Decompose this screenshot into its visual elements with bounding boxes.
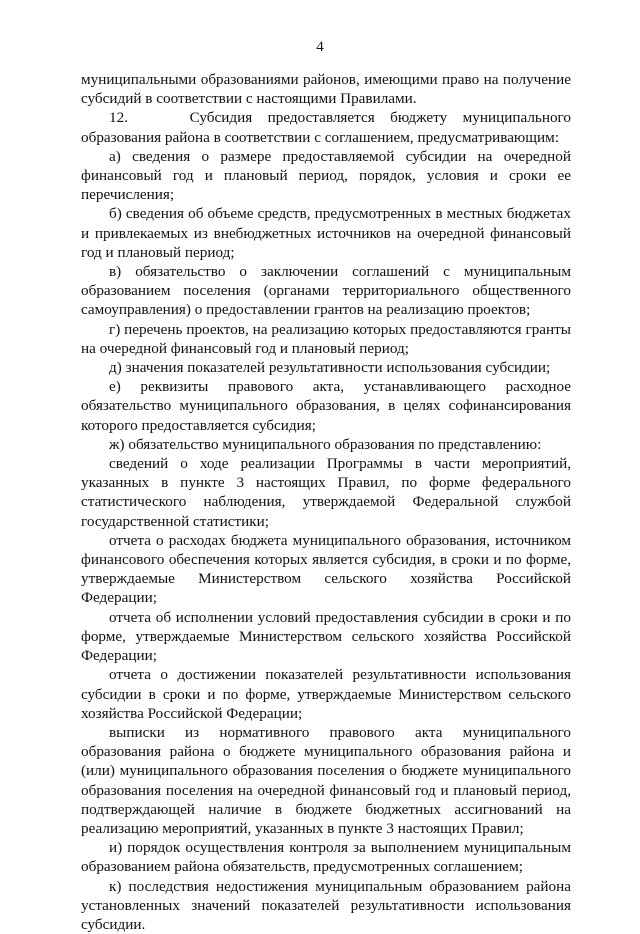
- paragraph: к) последствия недостижения муниципальным образованием района установленных значений показателей результативности использования субсидии.: [81, 877, 571, 933]
- paragraph: д) значения показателей результативности использования субсидии;: [109, 359, 551, 377]
- document-body: [81, 70, 571, 934]
- paragraph: е) реквизиты правового акта, устанавливающего расходное обязательство муниципального образования, в целях софинансирования которого предоставляется субсидия;: [81, 378, 571, 434]
- paragraph: сведений о ходе реализации Программы в части мероприятий, указанных в пункте 3 настоящих Правил, по форме федерального статистического наблюдения, утверждаемой Федеральной службой государственной статистики;: [81, 455, 571, 530]
- paragraph: а) сведения о размере предоставляемой субсидии на очередной финансовый год и плановый период, порядок, условия и сроки ее перечисления;: [81, 147, 571, 204]
- paragraph: б) сведения об объеме средств, предусмотренных в местных бюджетах и привлекаемых из внебюджетных источников на очередной финансовый год и плановый период;: [81, 205, 571, 261]
- paragraph: муниципальными образованиями районов, имеющими право на получение субсидий в соответствии с настоящими Правилами.: [81, 71, 571, 108]
- paragraph: и) порядок осуществления контроля за выполнением муниципальным образованием района обязательств, предусмотренных соглашением;: [81, 839, 571, 876]
- paragraph: в) обязательство о заключении соглашений с муниципальным образованием поселения (органами территориального общественного самоуправления) о предоставлении грантов на реализацию проектов;: [81, 263, 571, 319]
- page-number: 4: [316, 39, 324, 55]
- paragraph: 12. Субсидия предоставляется бюджету муниципального образования района в соответствии с соглашением, предусматривающим:: [81, 109, 571, 146]
- paragraph: отчета об исполнении условий предоставления субсидии в сроки и по форме, утверждаемые Министерством сельского хозяйства Российской Федерации;: [81, 608, 571, 665]
- paragraph: отчета о достижении показателей результативности использования субсидии в сроки и по форме, утверждаемые Министерством сельского хозяйства Российской Федерации;: [81, 666, 571, 722]
- paragraph: г) перечень проектов, на реализацию которых предоставляются гранты на очередной финансовый год и плановый период;: [81, 320, 571, 357]
- paragraph: ж) обязательство муниципального образования по представлению:: [109, 435, 542, 453]
- paragraph: выписки из нормативного правового акта муниципального образования района о бюджете муниципального образования района и (или) муниципального образования поселения о бюджете муниципального образования поселения на очередной финансовый год и плановый период, подтверждающей наличие в бюджете бюджетных ассигнований на реализацию мероприятий, указанных в пункте 3 настоящих Правил;: [81, 723, 571, 837]
- paragraph: отчета о расходах бюджета муниципального образования, источником финансового обеспечения которых является субсидия, в сроки и по форме, утверждаемые Министерством сельского хозяйства Российской Федерации;: [81, 531, 571, 607]
